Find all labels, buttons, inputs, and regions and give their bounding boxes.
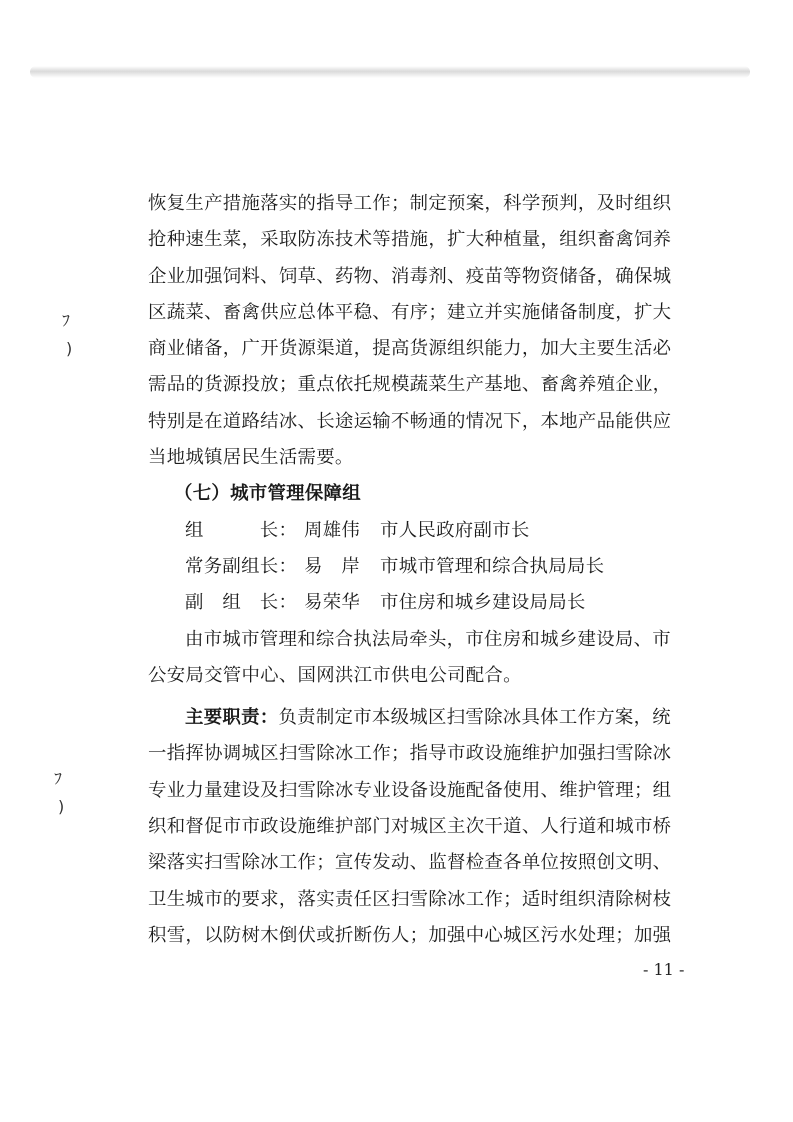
duties-label: 主要职责： [185, 707, 279, 729]
member-position: 市住房和城乡建设局局长 [380, 592, 586, 614]
text-line [148, 700, 688, 736]
section-heading: （七）城市管理保障组 [174, 483, 361, 505]
text-line: 商业储备，广开货源渠道，提高货源组织能力，加大主要生活必 [148, 338, 672, 360]
text-line: 积雪，以防树木倒伏或折断伤人；加强中心城区污水处理；加强 [148, 924, 672, 946]
member-role: 常务副组长： [185, 555, 298, 577]
text-line: 一指挥协调城区扫雪除冰工作；指导市政设施维护加强扫雪除冰 [148, 743, 672, 765]
member-name: 易 岸 [304, 555, 361, 577]
text-line: 专业力量建设及扫雪除冰专业设备设施配备使用、维护管理；组 [148, 779, 672, 801]
member-position: 市人民政府副市长 [380, 519, 530, 541]
text-line: 区蔬菜、畜禽供应总体平稳、有序；建立并实施储备制度，扩大 [148, 301, 672, 323]
binding-mark-icon: ) [58, 797, 65, 816]
text-line: 抢种速生菜，采取防冻技术等措施，扩大种植量，组织畜禽饲养 [148, 229, 672, 251]
text-line: 特别是在道路结冰、长途运输不畅通的情况下，本地产品能供应 [148, 410, 672, 432]
member-row [148, 513, 688, 549]
member-row [148, 585, 688, 621]
document-body [148, 186, 688, 954]
member-name: 易荣华 [304, 592, 361, 614]
page-number: - 11 - [643, 960, 685, 979]
text-line: 由市城市管理和综合执法局牵头，市住房和城乡建设局、市 [185, 628, 671, 650]
text-line: 卫生城市的要求，落实责任区扫雪除冰工作；适时组织清除树枝 [148, 888, 672, 910]
text-line: 企业加强饲料、饲草、药物、消毒剂、疫苗等物资储备，确保城 [148, 265, 672, 287]
binding-mark-icon: ﾌ [62, 311, 71, 330]
member-position: 市城市管理和综合执局局长 [380, 555, 605, 577]
binding-mark-icon: ﾌ [54, 769, 63, 788]
duties-paragraph [148, 700, 688, 954]
text-line: 公安局交管中心、国网洪江市供电公司配合。 [148, 664, 522, 686]
text-line: 梁落实扫雪除冰工作；宣传发动、监督检查各单位按照创文明、 [148, 852, 672, 874]
paragraph-continued [148, 186, 688, 476]
member-list [148, 513, 688, 622]
member-row [148, 549, 688, 585]
member-role: 副 组 长： [185, 592, 298, 614]
member-role: 组 长： [185, 519, 298, 541]
duties-text: 负责制定市本级城区扫雪除冰具体工作方案，统 [278, 707, 671, 729]
lead-paragraph [148, 622, 688, 695]
text-line: 当地城镇居民生活需要。 [148, 447, 354, 469]
scan-shadow [30, 66, 750, 78]
text-line: 恢复生产措施落实的指导工作；制定预案，科学预判，及时组织 [148, 193, 672, 214]
binding-mark-icon: ) [66, 339, 73, 358]
member-name: 周雄伟 [304, 519, 361, 541]
text-line: 需品的货源投放；重点依托规模蔬菜生产基地、畜禽养殖企业， [148, 374, 672, 396]
text-line: 织和督促市市政设施维护部门对城区主次干道、人行道和城市桥 [148, 816, 672, 838]
